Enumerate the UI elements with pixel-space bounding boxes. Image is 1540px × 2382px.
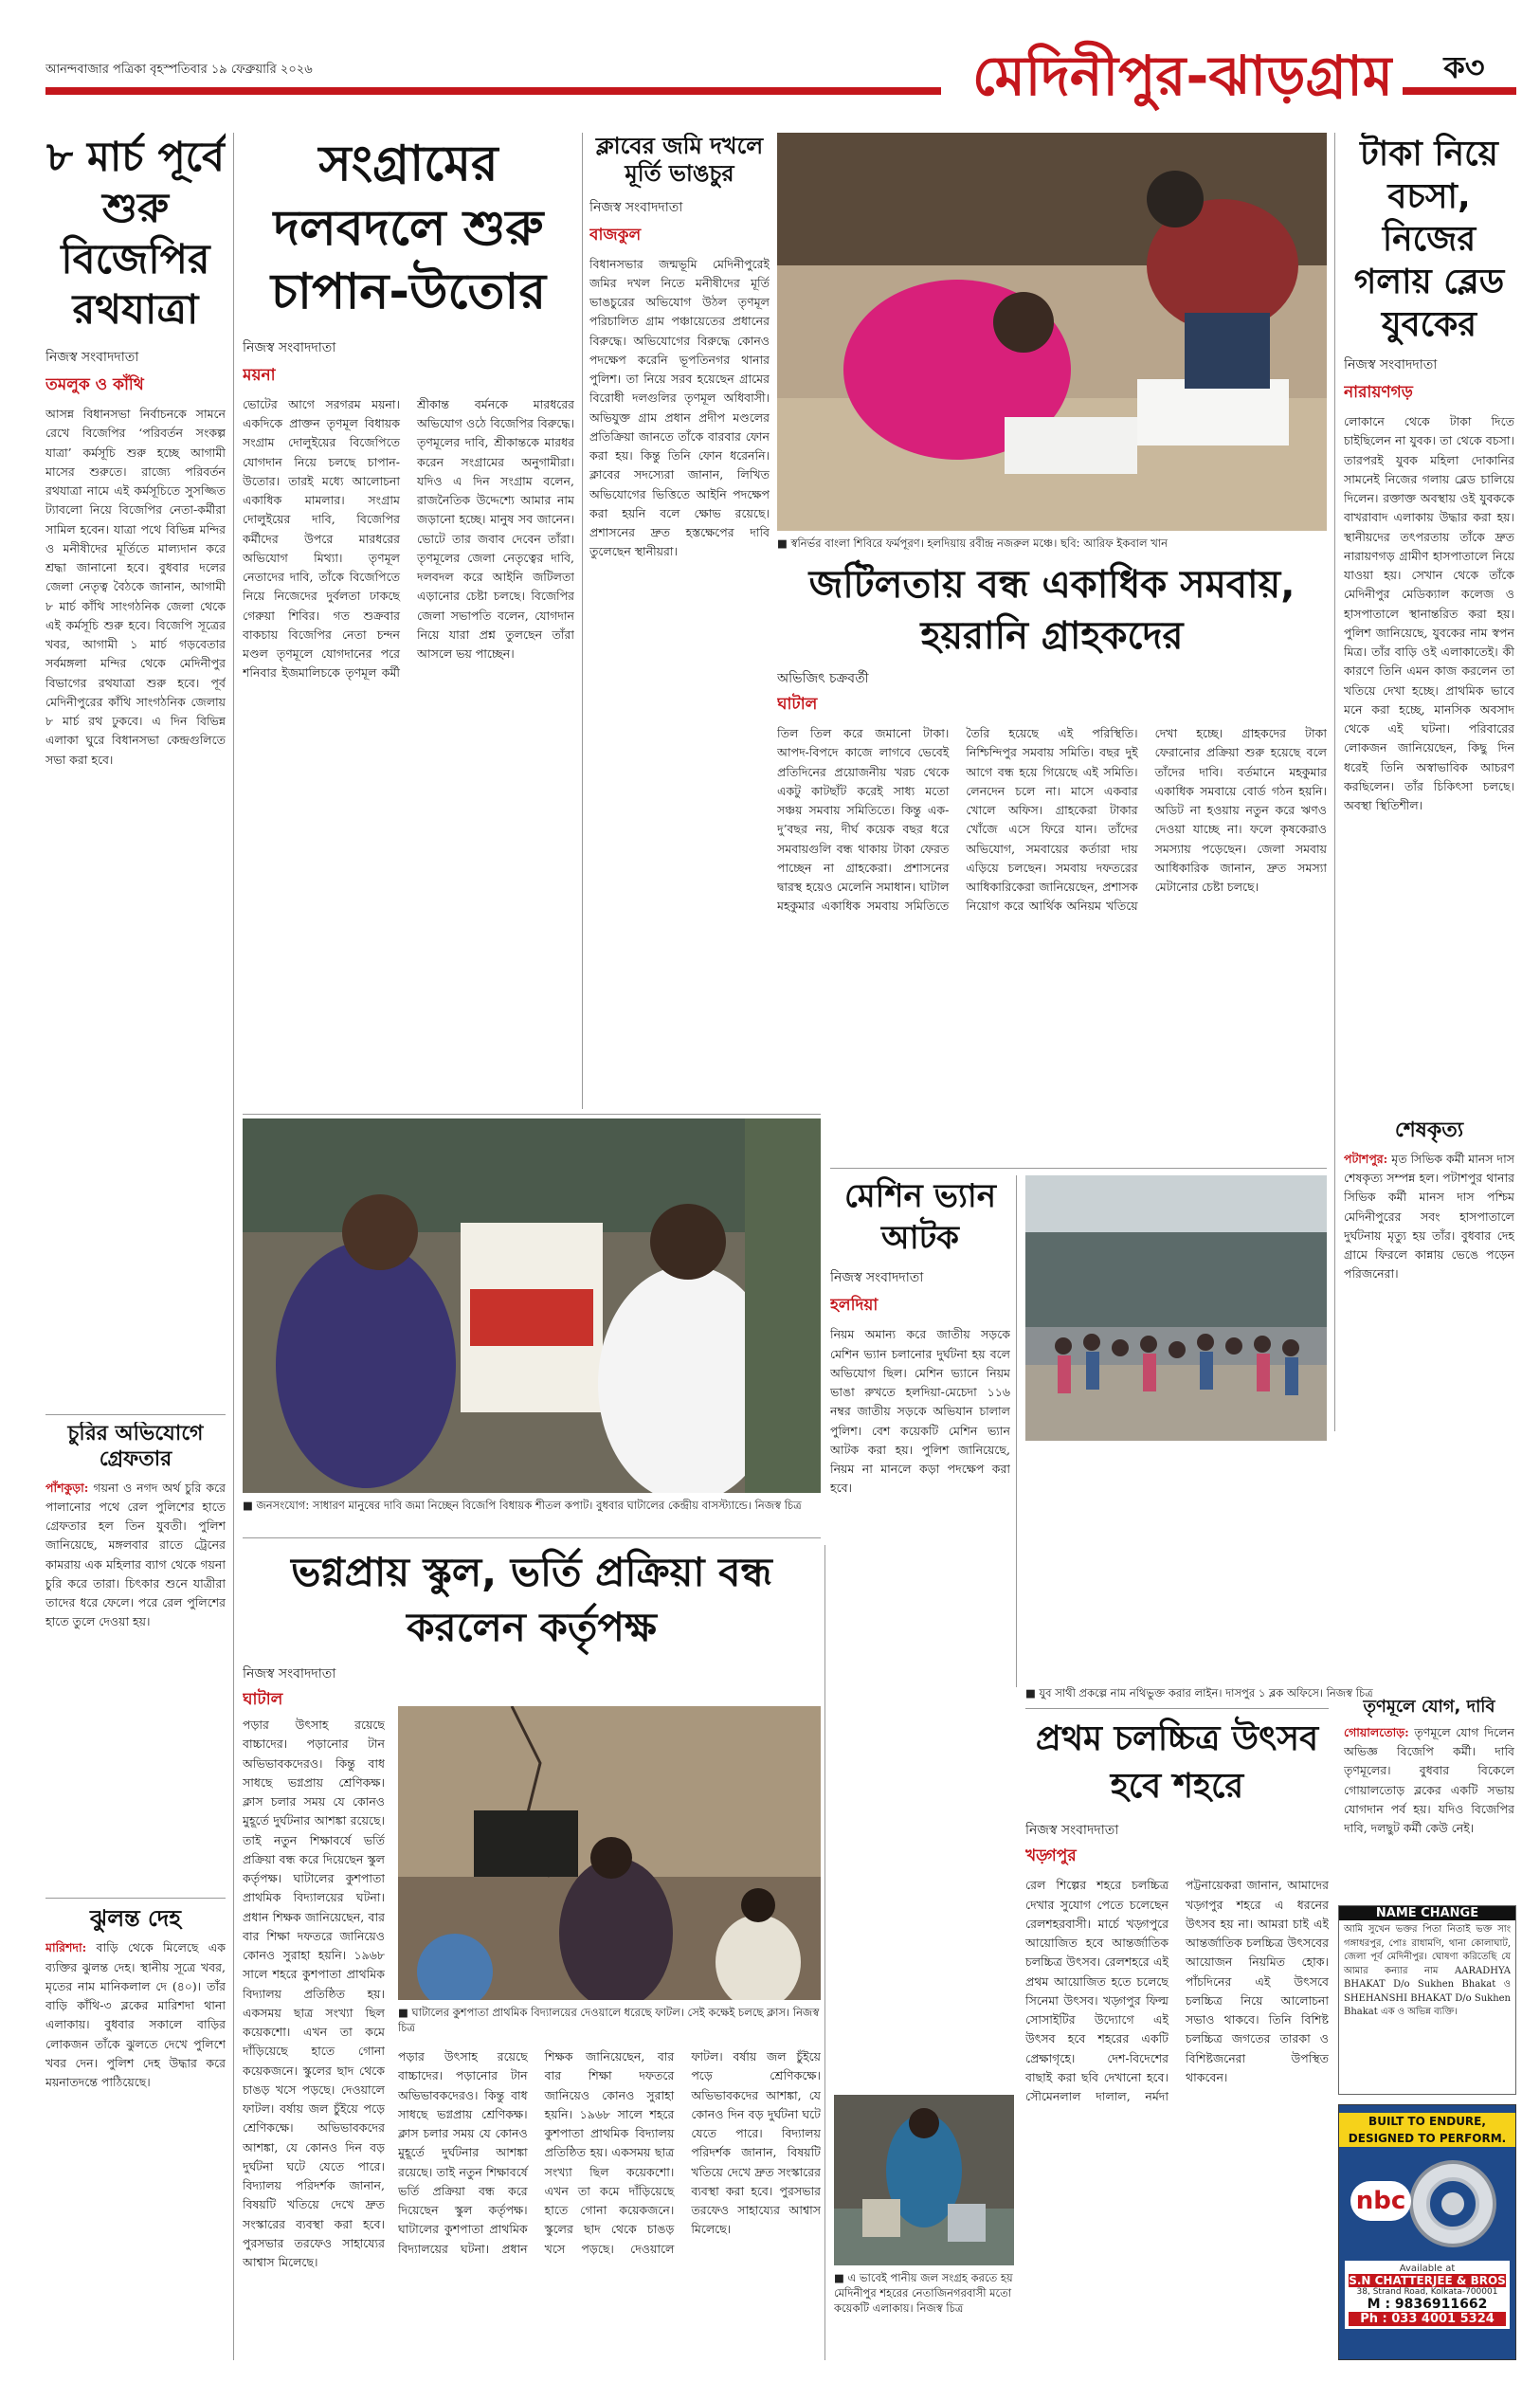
school-location: ঘাটাল: [243, 1689, 283, 1709]
lead-byline: নিজস্ব সংবাদদাতা: [243, 339, 336, 355]
masthead: [0, 0, 1540, 123]
trinamool-story: [1344, 1697, 1514, 1896]
section-rule: [45, 1898, 226, 1899]
col-rule: [1016, 1175, 1017, 1687]
photo-school: [398, 1706, 821, 2000]
ad-available: Available at: [1399, 2264, 1456, 2274]
trinamool-location: গোয়ালতোড়:: [1344, 1724, 1409, 1739]
page-number: ক৩: [1443, 49, 1485, 85]
photo1-caption: ■ স্বনির্ভর বাংলা শিবিরে ফর্মপূরণ। হলদিয়ায় রবীন্দ্র নজরুল মঞ্চে। ছবি: আরিফ ইকবাল খান: [777, 536, 1168, 550]
photo-queue-image: [1025, 1175, 1327, 1441]
photo4-caption: ■ ঘাটালের কুশপাতা প্রাথমিক বিদ্যালয়ের দেওয়ালে ধরেছে ফাটল। সেই কক্ষেই চলছে ক্লাস। নিজস্ব চিত্র: [398, 2006, 820, 2035]
cooperative-story: [777, 559, 1327, 1166]
ad-tagline-2: DESIGNED TO PERFORM.: [1339, 2130, 1515, 2147]
col1-sub-location: পাঁশকুড়া:: [45, 1480, 89, 1495]
lead-story: [243, 133, 574, 1109]
club-headline: ক্লাবের জমি দখলে মূর্তি ভাঙচুর: [595, 133, 764, 188]
trinamool-headline: তৃণমূলে যোগ, দাবি: [1363, 1697, 1495, 1717]
lead-location: ময়না: [243, 365, 276, 385]
film-byline: নিজস্ব সংবাদদাতা: [1025, 1823, 1119, 1839]
photo-water-image: [834, 2095, 1014, 2265]
notice-title: NAME CHANGE: [1339, 1906, 1515, 1920]
money-body: লোকানে থেকে টাকা দিতে চাইছিলেন না যুবক। তা থেকে বচসা। তারপরই যুবক মহিলা দোকানির সামনেই নিজের গলায় ব্লেড চালিয়ে দিলেন। রক্তাক্ত অবস্থায় ওই যুবককে বাখরাবাদ এলাকায় উদ্ধার করা হয়। স্থানীয়দের তৎপরতায় তাঁকে দ্রুত নারায়ণগড় গ্রামীণ হাসপাতালে নিয়ে যাওয়া হয়। সেখান থেকে তাঁকে মেদিনীপুর মেডিক্যাল কলেজ ও হাসপাতালে স্থানান্তরিত করা হয়। পুলিশ জানিয়েছে, যুবকের নাম স্বপন মিত্র। তাঁর বাড়ি ওই এলাকাতেই। কী কারণে তিনি এমন কাজ করলেন তা খতিয়ে দেখা হচ্ছে। প্রাথমিক ভাবে মনে করা হচ্ছে, মানসিক অবসাদ থেকে এই ঘটনা। পরিবারের লোকজন জানিয়েছেন, কিছু দিন ধরেই তিনি অস্বাভাবিক আচরণ করছিলেন। তাঁর চিকিৎসা চলছে। অবস্থা স্থিতিশীল।: [1344, 414, 1514, 812]
photo-water: [834, 2095, 1014, 2265]
cooperative-body: তিল তিল করে জমানো টাকা। আপদ-বিপদে কাজে লাগবে ভেবেই প্রতিদিনের প্রয়োজনীয় খরচ থেকে একটু কাটছাঁট করেই সাধ্য মতো সঞ্চয় সমবায় সমিতিতে। কিন্তু এক-দু’বছর নয়, দীর্ঘ কয়েক বছর ধরে সমবায়গুলি বন্ধ থাকায় টাকা ফেরত পাচ্ছেন না গ্রাহকেরা। প্রশাসনের দ্বারস্থ হয়েও মেলেনি সমাধান। ঘাটাল মহকুমার একাধিক সমবায় সমিতিতে তৈরি হয়েছে এই পরিস্থিতি। নিশ্চিন্দিপুর সমবায় সমিতি। বছর দুই আগে বন্ধ হয়ে গিয়েছে এই সমিতি। লেনদেন চলে না। মাসে একবার খোলে অফিস। গ্রাহকেরা টাকার খোঁজে এসে ফিরে যান। তাঁদের অভিযোগ, সমবায়ের কর্তারা দায় এড়িয়ে চলছেন। সমবায় দফতরের আধিকারিকেরা জানিয়েছেন, প্রশাসক নিয়োগ করে আর্থিক অনিয়ম খতিয়ে দেখা হচ্ছে। গ্রাহকদের টাকা ফেরানোর প্রক্রিয়া শুরু হয়েছে বলে তাঁদের দাবি। বর্তমানে মহকুমার একাধিক সমবায়ে বোর্ড গঠন হয়নি। অডিট না হওয়ায় নতুন করে ঋণও দেওয়া যাচ্ছে না। ফলে কৃষকেরাও সমস্যায় পড়েছেন। জেলা সমবায় আধিকারিক জানান, দ্রুত সমস্যা মেটানোর চেষ্টা চলছে।: [777, 726, 1327, 914]
col1-sub2-text: বাড়ি থেকে মিলেছে এক ব্যক্তির ঝুলন্ত দেহ। স্থানীয় সূত্রে খবর, মৃতের নাম মানিকলাল দে (৪০)। তাঁর বাড়ি কাঁথি-৩ ব্লকের মারিশদা থানা এলাকায়। বুধবার সকালে বাড়ির লোকজন তাঁকে ঝুলতে দেখে পুলিশে খবর দেন। পুলিশ দেহ উদ্ধার করে ময়নাতদন্তে পাঠিয়েছে।: [45, 1940, 226, 2090]
col1-byline: নিজস্ব সংবাদদাতা: [45, 350, 139, 365]
col1-sub-headline: চুরির অভিযোগে গ্রেফতার: [67, 1422, 204, 1471]
photo-mla-image: [243, 1118, 821, 1493]
ad-visual: [1339, 2147, 1515, 2261]
machine-body: নিয়ম অমান্য করে জাতীয় সড়কে মেশিন ভ্যান চলানোর দুর্ঘটনা হয় বলে অভিযোগ ছিল। মেশিন ভ্যানে নিয়ম ভাঙা রুখতে হলদিয়া-মেচেদা ১১৬ নম্বর জাতীয় সড়কে অভিযান চালাল পুলিশ। বেশ কয়েকটি মেশিন ভ্যান আটক করা হয়। পুলিশ জানিয়েছে, নিয়ম না মানলে কড়া পদক্ষেপ করা হবে।: [830, 1327, 1010, 1496]
machine-byline: নিজস্ব সংবাদদাতা: [830, 1270, 924, 1286]
cooperative-location: ঘাটাল: [777, 695, 818, 714]
ad-tagline-1: BUILT TO ENDURE,: [1339, 2113, 1515, 2130]
col1-sub2-location: মারিশদা:: [45, 1940, 87, 1955]
photo-mla: [243, 1118, 821, 1493]
col1-body: আসন্ন বিধানসভা নির্বাচনকে সামনে রেখে বিজেপির ‘পরিবর্তন সংকল্প যাত্রা’ কর্মসূচি শুরু হচ্ছে আগামী মাসের শুরুতে। রাজ্যে পরিবর্তন রথযাত্রা নামে এই কর্মসূচিতে সুসজ্জিত ট্যাবলো নিয়ে বিজেপির নেতা-কর্মীরা সামিল হবেন। যাত্রা পথে বিভিন্ন মন্দির ও মনীষীদের মূর্তিতে মাল্যদান করে শ্রদ্ধা জানানো হবে। বুধবার দলের জেলা নেতৃত্ব বৈঠকে জানান, আগামী ৮ মার্চ কাঁথি সাংগঠনিক জেলা থেকে এই কর্মসূচি শুরু হবে। বিজেপি সূত্রের খবর, আগামী ১ মার্চ গড়বেতার সর্বমঙ্গলা মন্দির থেকে মেদিনীপুর বিভাগের রথযাত্রা শুরু হবে। পূর্ব মেদিনীপুরের কাঁথি সাংগঠনিক জেলায় ৮ মার্চ রথ ঢুকবে। এ দিন বিভিন্ন এলাকা ঘুরে বিধানসভা কেন্দ্রগুলিতে সভা করা হবে।: [45, 407, 226, 767]
masthead-red-rule: [45, 87, 941, 95]
col-rule: [582, 133, 583, 1109]
col-rule: [824, 1545, 825, 2360]
machine-story: [830, 1175, 1010, 1668]
club-byline: নিজস্ব সংবাদদাতা: [589, 199, 683, 215]
club-location: বাজকুল: [589, 225, 642, 245]
money-location: নারায়ণগড়: [1344, 383, 1413, 402]
name-change-notice: [1338, 1905, 1516, 2095]
trinamool-body: [1344, 1723, 1514, 1839]
film-body: রেল শিল্পের শহরে চলচ্চিত্র দেখার সুযোগ পেতে চলেছেন রেলশহরবাসী। মার্চে খড়্গপুরে আয়োজিত হবে আন্তর্জাতিক চলচ্চিত্র উৎসব। রেলশহরে এই প্রথম আয়োজিত হতে চলেছে সিনেমা উৎসব। খড়্গপুর ফিল্ম সোসাইটির উদ্যোগে এই উৎসব হবে শহরের একটি প্রেক্ষাগৃহে। দেশ-বিদেশের বাছাই করা ছবি দেখানো হবে। সৌমেনলাল দালাল, নর্মদা পট্টনায়েকরা জানান, আমাদের খড়্গপুর শহরে এ ধরনের উৎসব হয় না। আমরা চাই এই আন্তর্জাতিক চলচ্চিত্র উৎসবের আয়োজন নিয়মিত হোক। পাঁচদিনের এই উৎসবে চলচ্চিত্র নিয়ে আলোচনা সভাও থাকবে। তিনি বিশিষ্ট চলচ্চিত্র জগতের তারকা ও বিশিষ্টজনেরা উপস্থিত থাকবেন।: [1025, 1878, 1329, 2104]
obit-story: [1344, 1118, 1514, 1384]
school-headline: ভগ্নপ্রায় স্কুল, ভর্তি প্রক্রিয়া বন্ধ করলেন কর্তৃপক্ষ: [291, 1549, 772, 1650]
col1-sub-story: [45, 1422, 226, 1896]
notice-body: আমি সুখেন ভক্তর পিতা নিতাই ভক্ত সাং গঙ্গাধরপুর, পোঃ রাধামণি, থানা কোলাঘাট, জেলা পূর্ব মেদিনীপুর। ঘোষণা করিতেছি যে আমার কন্যার নাম AARADHYA BHAKAT D/o Sukhen Bhakat ও SHEHANSHI BHAKAT D/o Sukhen Bhakat এক ও অভিন্ন ব্যক্তি।: [1344, 1924, 1511, 2017]
lead-body: ভোটের আগে সরগরম ময়না। একদিকে প্রাক্তন তৃণমূল বিধায়ক সংগ্রাম দোলুইয়ের বিজেপিতে যোগদান নিয়ে চলছে চাপান-উতোর। তারই মধ্যে আলোচনা একাধিক মামলার। সংগ্রাম দোলুইয়ের দাবি, বিজেপির কর্মীদের উপরে মারধরের অভিযোগ মিথ্যা। তৃণমূল নেতাদের দাবি, তাঁকে বিজেপিতে নিয়ে নিজেদের দুর্বলতা ঢাকছে গেরুয়া শিবির। গত শুক্রবার বাকচায় বিজেপির নেতা চন্দন মণ্ডল তৃণমূলে যোগদানের পরে শনিবার ইজমালিচকে তৃণমূল কর্মী শ্রীকান্ত বর্মনকে মারধরের অভিযোগ ওঠে বিজেপির বিরুদ্ধে। তৃণমূলের দাবি, শ্রীকান্তকে মারধর করেন সংগ্রামের অনুগামীরা। যদিও এ দিন সংগ্রাম বলেন, রাজনৈতিক উদ্দেশ্যে আমার নাম জড়ানো হচ্ছে। মানুষ সব জানেন। ভোটে তার জবাব দেবেন তাঁরা। তৃণমূলের জেলা নেতৃত্বের দাবি, দলবদল করে আইনি জটিলতা এড়ানোর চেষ্টা চলছে। বিজেপির জেলা সভাপতি বলেন, যোগদান নিয়ে যারা প্রশ্ন তুলছেন তাঁরা আসলে ভয় পাচ্ছেন।: [243, 396, 574, 681]
cooperative-byline: অভিজিৎ চক্রবর্তী: [777, 671, 869, 686]
nbc-ad: [1338, 2104, 1516, 2360]
machine-headline: মেশিন ভ্যান আটক: [844, 1177, 996, 1258]
ad-mobile: M : 9836911662: [1367, 2297, 1488, 2312]
film-headline: প্রথম চলচ্চিত্র উৎসব হবে শহরে: [1035, 1719, 1319, 1806]
club-story: [589, 133, 770, 1109]
ad-address: 38, Strand Road, Kolkata-700001: [1356, 2287, 1498, 2297]
section-rule: [1025, 1708, 1329, 1709]
col1-sub2-body: [45, 1938, 226, 2092]
machine-location: হলদিয়া: [830, 1296, 879, 1316]
col1-location: তমলুক ও কাঁথি: [45, 375, 144, 394]
section-rule: [243, 1114, 821, 1115]
ad-dealer: S.N CHATTERJEE & BROS: [1349, 2274, 1506, 2287]
obit-body: [1344, 1150, 1514, 1284]
obit-location: পটাশপুর:: [1344, 1151, 1388, 1166]
col1-story: [45, 133, 226, 1403]
section-rule: [45, 1414, 226, 1415]
section-rule: [830, 1168, 1327, 1169]
col1-sub2-story: [45, 1905, 226, 2360]
photo-school-image: [398, 1706, 821, 2000]
photo-queue: [1025, 1175, 1327, 1441]
photo3-caption: ■ যুব সাথী প্রকল্পে নাম নথিভুক্ত করার লাইন। দাসপুর ১ ব্লক অফিসে। নিজস্ব চিত্র: [1025, 1686, 1373, 1700]
school-body-col1: পড়ার উৎসাহ রয়েছে বাচ্চাদের। পড়ানোর টান অভিভাবকদেরও। কিন্তু বাধ সাধছে ভগ্নপ্রায় শ্রেণিকক্ষ। ক্লাস চলার সময় যে কোনও মুহূর্তে দুর্ঘটনার আশঙ্কা রয়েছে। তাই নতুন শিক্ষাবর্ষে ভর্তি প্রক্রিয়া বন্ধ করে দিয়েছেন স্কুল কর্তৃপক্ষ। ঘাটালের কুশপাতা প্রাথমিক বিদ্যালয়ের ঘটনা। প্রধান শিক্ষক জানিয়েছেন, বার বার শিক্ষা দফতরে জানিয়েও কোনও সুরাহা হয়নি। ১৯৬৮ সালে শহরে কুশপাতা প্রাথমিক বিদ্যালয় প্রতিষ্ঠিত হয়। একসময় ছাত্র সংখ্যা ছিল কয়েকশো। এখন তা কমে দাঁড়িয়েছে হাতে গোনা কয়েকজনে। স্কুলের ছাদ থেকে চাঙড় খসে পড়ছে। দেওয়ালে ফাটল। বর্ষায় জল চুঁইয়ে পড়ে শ্রেণিকক্ষে। অভিভাবকদের আশঙ্কা, যে কোনও দিন বড় দুর্ঘটনা ঘটে যেতে পারে। বিদ্যালয় পরিদর্শক জানান, বিষয়টি খতিয়ে দেখে দ্রুত সংস্কারের ব্যবস্থা করা হবে। পুরসভার তরফেও সাহায্যের আশ্বাস মিলেছে।: [243, 1718, 385, 2269]
col1-sub2-headline: ঝুলন্ত দেহ: [90, 1905, 181, 1932]
school-body-lower: পড়ার উৎসাহ রয়েছে বাচ্চাদের। পড়ানোর টান অভিভাবকদেরও। কিন্তু বাধ সাধছে ভগ্নপ্রায় শ্রেণিকক্ষ। ক্লাস চলার সময় যে কোনও মুহূর্তে দুর্ঘটনার আশঙ্কা রয়েছে। তাই নতুন শিক্ষাবর্ষে ভর্তি প্রক্রিয়া বন্ধ করে দিয়েছেন স্কুল কর্তৃপক্ষ। ঘাটালের কুশপাতা প্রাথমিক বিদ্যালয়ের ঘটনা। প্রধান শিক্ষক জানিয়েছেন, বার বার শিক্ষা দফতরে জানিয়েও কোনও সুরাহা হয়নি। ১৯৬৮ সালে শহরে কুশপাতা প্রাথমিক বিদ্যালয় প্রতিষ্ঠিত হয়। একসময় ছাত্র সংখ্যা ছিল কয়েকশো। এখন তা কমে দাঁড়িয়েছে হাতে গোনা কয়েকজনে। স্কুলের ছাদ থেকে চাঙড় খসে পড়ছে। দেওয়ালে ফাটল। বর্ষায় জল চুঁইয়ে পড়ে শ্রেণিকক্ষে। অভিভাবকদের আশঙ্কা, যে কোনও দিন বড় দুর্ঘটনা ঘটে যেতে পারে। বিদ্যালয় পরিদর্শক জানান, বিষয়টি খতিয়ে দেখে দ্রুত সংস্কারের ব্যবস্থা করা হবে। পুরসভার তরফেও সাহায্যের আশ্বাস মিলেছে।: [398, 2049, 821, 2256]
col1-headline: ৮ মার্চ পূর্বে শুরু বিজেপির রথযাত্রা: [46, 134, 225, 335]
money-headline: টাকা নিয়ে বচসা, নিজের গলায় ব্লেড যুবকের: [1353, 135, 1505, 344]
school-byline: নিজস্ব সংবাদদাতা: [243, 1665, 336, 1682]
film-story: [1025, 1716, 1329, 2360]
section-title: মেদিনীপুর-ঝাড়গ্রাম: [972, 44, 1393, 108]
cooperative-headline: জটিলতায় বন্ধ একাধিক সমবায়, হয়রানি গ্রাহকদের: [808, 563, 1295, 658]
obit-text: মৃত সিভিক কর্মী মানস দাস শেষকৃত্য সম্পন্ন হল। পটাশপুর থানার সিভিক কর্মী মানস দাস পশ্চিম মেদিনীপুরের সবং হাসপাতালে দুর্ঘটনায় মৃত্যু হয় তাঁর। বুধবার দেহ গ্রামে ফিরলে কান্নায় ভেঙে পড়েন পরিজনেরা।: [1344, 1151, 1514, 1282]
section-rule: [243, 1537, 821, 1538]
money-byline: নিজস্ব সংবাদদাতা: [1344, 357, 1438, 373]
lead-headline: সংগ্রামের দলবদলে শুরু চাপান-উতোর: [270, 136, 547, 321]
photo-form-filling: [777, 133, 1327, 531]
film-location: খড়্গপুর: [1025, 1846, 1077, 1866]
masthead-red-rule-right: [1403, 87, 1516, 95]
col1-sub-body: [45, 1479, 226, 1632]
photo5-caption: ■ এ ভাবেই পানীয় জল সংগ্রহ করতে হয় মেদিনীপুর শহরের নেতাজিনগরবাসী মতো কয়েকটি এলাকায়। নিজস্ব চিত্র: [834, 2271, 1013, 2316]
col-rule: [233, 133, 234, 2360]
ad-phone: Ph : 033 4001 5324: [1349, 2312, 1506, 2326]
photo-form-filling-image: [777, 133, 1327, 531]
ad-dealer-box: [1345, 2261, 1510, 2329]
obit-headline: শেষকৃত্য: [1394, 1118, 1464, 1142]
paper-date: আনন্দবাজার পত্রিকা বৃহস্পতিবার ১৯ ফেব্রুয়ারি ২০২৬: [45, 63, 313, 77]
trinamool-text: তৃণমূলে যোগ দিলেন অভিজ্ঞ বিজেপি কর্মী। দাবি তৃণমূলের। বুধবার বিকেলে গোয়ালতোড় ব্লকের একটি সভায় যোগদান পর্ব হয়। যদিও বিজেপির দাবি, দলছুট কর্মী কেউ নেই।: [1344, 1724, 1514, 1836]
photo2-caption: ■ জনসংযোগ: সাধারণ মানুষের দাবি জমা নিচ্ছেন বিজেপি বিধায়ক শীতল কপাট। বুধবার ঘাটালের কেন্দ্রীয় বাসস্ট্যান্ডে। নিজস্ব চিত্র: [243, 1499, 802, 1512]
club-body: বিধানসভার জন্মভূমি মেদিনীপুরেই জমির দখল নিতে মনীষীদের মূর্তি ভাঙচুরের অভিযোগ উঠল তৃণমূল পরিচালিত গ্রাম পঞ্চায়েতের প্রধানের বিরুদ্ধে। অভিযোগের বিরুদ্ধে কোনও পদক্ষেপ করেনি ভূপতিনগর থানার পুলিশ। তা নিয়ে সরব হয়েছেন গ্রামের বিরোধী দলগুলির তৃণমূল অধিবাসী। অভিযুক্ত গ্রাম প্রধান প্রদীপ মণ্ডলের প্রতিক্রিয়া জানতে তাঁকে বারবার ফোন করা হয়। কিন্তু তিনি ফোন ধরেননি। ক্লাবের সদস্যেরা জানান, লিখিত অভিযোগের ভিত্তিতে আইনি পদক্ষেপ করা হয়নি বলে ক্ষোভ রয়েছে। প্রশাসনের দ্রুত হস্তক্ষেপের দাবি তুলেছেন স্থানীয়রা।: [589, 256, 770, 559]
ad-brand: nbc: [1350, 2181, 1411, 2221]
col-rule: [1334, 133, 1335, 1431]
col1-sub-text: গয়না ও নগদ অর্থ চুরি করে পালানোর পথে রেল পুলিশের হাতে গ্রেফতার হল তিন যুবতী। পুলিশ জানিয়েছে, মঙ্গলবার রাতে ট্রেনের কামরায় এক মহিলার ব্যাগ থেকে গয়না চুরি করে তারা। চিৎকার শুনে যাত্রীরা তাদের ধরে ফেলে। পরে রেল পুলিশের হাতে তুলে দেওয়া হয়।: [45, 1480, 226, 1629]
